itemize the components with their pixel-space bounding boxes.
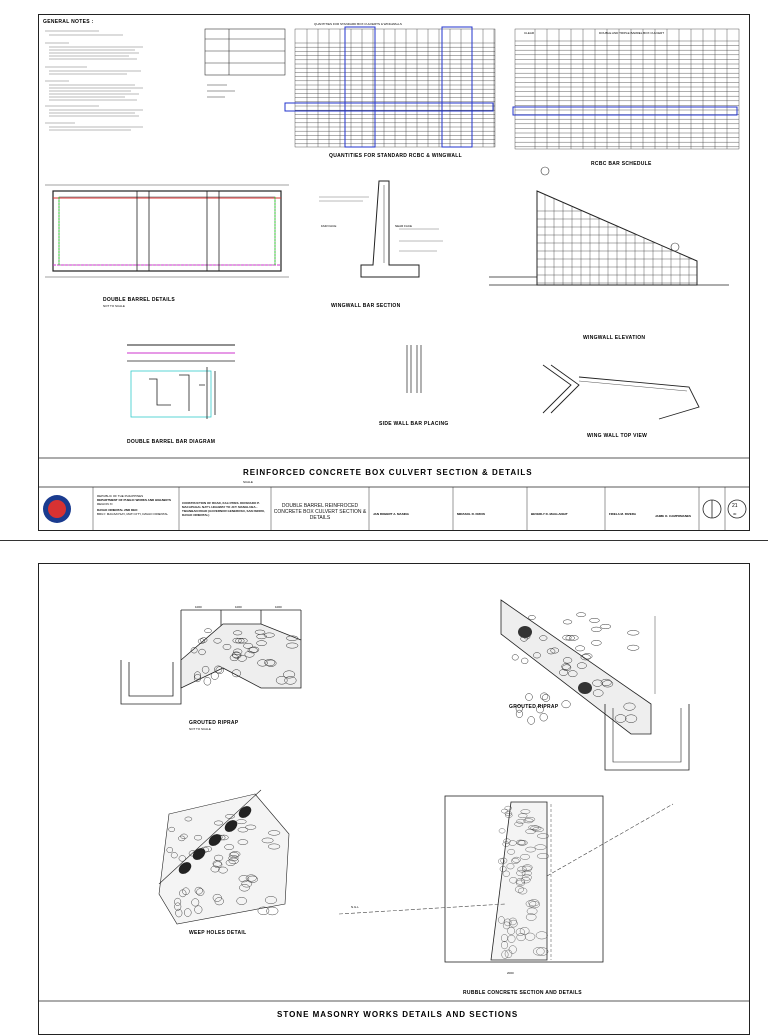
near-face-label: NEAR FACE	[395, 224, 413, 228]
wingwall-bar-section-drawing	[319, 181, 443, 309]
rubble-concrete-title: RUBBLE CONCRETE SECTION AND DETAILS	[463, 990, 582, 996]
sheet-number: 21	[732, 503, 738, 509]
wing-wall-top-view	[543, 365, 699, 439]
bar-schedule-clear-header: CLEAR	[524, 31, 535, 35]
highlight-row-left	[285, 103, 493, 111]
agency-line-5: BRGY. MAGSAYSAY, MATI CITY, DAVAO ORIENTAL	[97, 512, 169, 516]
riprap1-dim-3: 1000	[275, 605, 282, 609]
highlight-column-1	[345, 27, 375, 147]
double-barrel-diagram-title: DOUBLE BARREL BAR DIAGRAM	[127, 439, 216, 445]
rubble-concrete-section	[339, 796, 673, 996]
riprap1-dim-2: 1000	[235, 605, 242, 609]
highlight-row-right	[513, 107, 737, 115]
wingwall-elevation-drawing	[489, 167, 729, 341]
quantities-top-caption: QUANTITIES FOR STANDARD BOX CULVERTS & WINGWALLS	[314, 22, 402, 26]
side-wall-bar-placing	[379, 345, 449, 427]
submitted-by-name: BEVERLY D. MAGLANGIT	[531, 512, 568, 516]
title-block	[43, 487, 746, 530]
approved-by-name: JAIME O. CAMPOMANES	[655, 514, 692, 518]
agency-line-3: REGION XI	[97, 502, 113, 506]
double-barrel-details-scale: NOT TO SCALE	[103, 304, 125, 308]
rubble-dim-base: 2000	[507, 971, 514, 975]
double-barrel-bar-diagram	[127, 345, 235, 445]
fair-face-label: FAIR FACE	[321, 224, 337, 228]
wingwall-bar-section-title: WINGWALL BAR SECTION	[331, 303, 401, 309]
weep-holes-title: WEEP HOLES DETAIL	[189, 930, 247, 936]
general-notes-heading: GENERAL NOTES :	[43, 19, 94, 25]
grouted-riprap-1	[121, 605, 301, 731]
quantities-table	[285, 22, 495, 159]
sheet2-title: STONE MASONRY WORKS DETAILS AND SECTIONS	[277, 1010, 519, 1019]
drawing-sheet-stone-masonry	[38, 563, 750, 1035]
sheet-total: 30	[733, 512, 737, 516]
double-barrel-details-drawing	[45, 185, 289, 308]
reinforcement-legend-table	[205, 29, 285, 97]
agency-line-4: DAVAO ORIENTAL 2ND DEO	[97, 508, 138, 512]
project-name: CONSTRUCTION OF ROAD, KALI PRES. DIOSDADO P. MACAPAGAL NAT'L HIGHWAY TO JCT. MANGLUBA - TIBANBAN ROAD (GOVERNOR GENEROSO, SAN ISIDRO, DAVAO ORIENTAL)	[182, 501, 265, 517]
general-notes	[43, 19, 143, 130]
wing-wall-top-view-title: WING WALL TOP VIEW	[587, 433, 648, 439]
masonry-drawing-canvas	[39, 564, 749, 1034]
sheet-content: DOUBLE BARREL REINFROCED CONCRETE BOX CULVERT SECTION & DETAILS	[273, 503, 367, 521]
grouted-riprap-2-title: GROUTED RIPRAP	[509, 704, 559, 710]
drawing-sheet-rcbc	[38, 14, 750, 531]
recommending-name: FIDELA M. RIVERA	[609, 512, 637, 516]
ngl-label: N.G.L	[351, 905, 359, 909]
wingwall-elevation-title: WINGWALL ELEVATION	[583, 335, 646, 341]
weep-pipe-icon	[518, 626, 532, 638]
sheet1-title-scale: SCALE	[243, 480, 253, 484]
prepared-by-name: JAN ROBERT A. MASINA	[373, 512, 409, 516]
reviewed-by-name: MIRASOL R. DIZON	[457, 512, 485, 516]
quantities-title: QUANTITIES FOR STANDARD RCBC & WINGWALL	[329, 153, 462, 159]
weep-holes-detail	[159, 790, 289, 936]
bar-schedule-table	[513, 29, 739, 167]
double-barrel-details-title: DOUBLE BARREL DETAILS	[103, 297, 175, 303]
agency-line-2: DEPARTMENT OF PUBLIC WORKS AND HIGHWAYS	[97, 498, 172, 502]
grouted-riprap-1-scale: NOT TO SCALE	[189, 727, 211, 731]
grouted-riprap-2	[501, 600, 689, 770]
side-wall-bar-placing-title: SIDE WALL BAR PLACING	[379, 421, 449, 427]
riprap1-dim-1: 1000	[195, 605, 202, 609]
bar-schedule-title: RCBC BAR SCHEDULE	[591, 161, 652, 167]
page-divider	[0, 540, 768, 541]
bar-schedule-main-header: DOUBLE AND TRIPLE BARREL BOX CULVERT	[599, 31, 665, 35]
rcbc-drawing-canvas	[39, 15, 749, 530]
agency-line-1: REPUBLIC OF THE PHILIPPINES	[97, 494, 144, 498]
grouted-riprap-1-title: GROUTED RIPRAP	[189, 720, 239, 726]
highlight-column-2	[442, 27, 472, 147]
sheet1-title: REINFORCED CONCRETE BOX CULVERT SECTION & DETAILS	[243, 468, 533, 477]
